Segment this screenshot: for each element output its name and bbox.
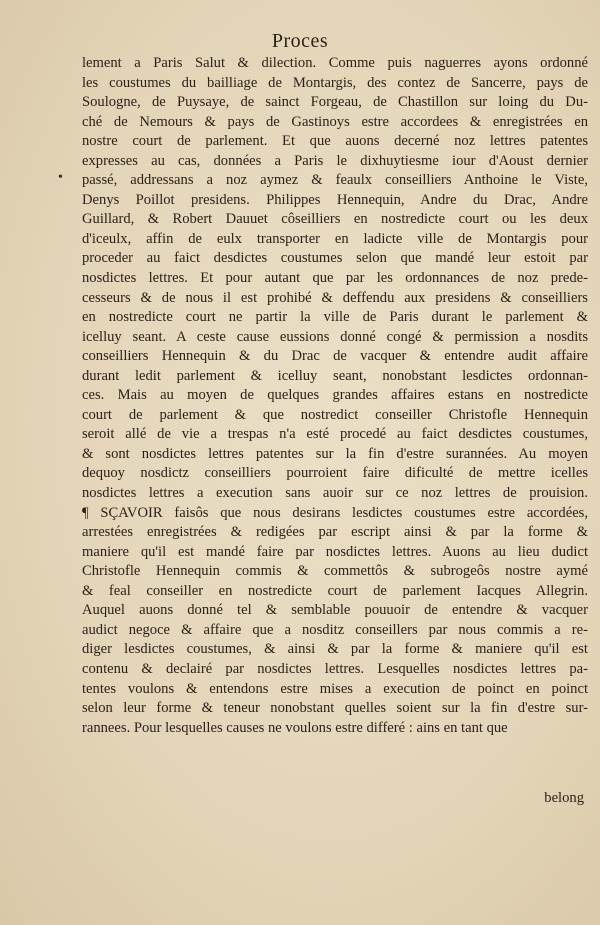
text-line: seroit allé de vie a trespas n'a esté procedé au faict desdictes coustumes,	[82, 426, 588, 443]
text-line: les coustumes du bailliage de Montargis, des contez de Sancerre, pays de	[82, 74, 588, 91]
text-line: Auquel auons donné tel & semblable pouuoir de entendre & vacquer	[82, 602, 588, 619]
text-line: conseilliers Hennequin & du Drac de vacquer & entendre audit affaire	[82, 348, 588, 365]
running-head: Proces	[271, 30, 329, 52]
text-line: diger lesdictes coustumes, & ainsi & par la forme & maniere qu'il est	[82, 641, 588, 658]
text-line: contenu & declairé par nosdictes lettres. Lesquelles nosdictes lettres pa-	[82, 660, 588, 677]
text-line: ché de Nemours & pays de Gastinoys estre accordees & enregistrées en	[82, 113, 588, 130]
margin-mark: •	[58, 170, 63, 185]
text-line: dequoy nosdictz conseilliers pourroient faire dificulté de mettre icelles	[82, 465, 588, 482]
catchword: belong	[544, 790, 584, 806]
text-line: & sont nosdictes lettres patentes sur la fin d'estre surannées. Au moyen	[82, 445, 588, 462]
text-line: maniere qu'il est mandé faire par nosdictes lettres. Auons au lieu dudict	[82, 543, 588, 560]
text-line: ¶ SÇAVOIR faisôs que nous desirans lesdictes coustumes estre accordées,	[82, 504, 588, 521]
text-line: Denys Poillot presidens. Philippes Hennequin, Andre du Drac, Andre	[82, 191, 588, 208]
text-line: nostre court de parlement. Et que auons decerné noz lettres patentes	[82, 133, 588, 150]
text-line: durant ledit parlement & icelluy seant, nonobstant lesdictes ordonnan-	[82, 367, 588, 384]
text-line: & feal conseiller en nostredicte court de parlement Iacques Allegrin.	[82, 582, 588, 599]
text-line: tentes voulons & entendons estre mises a execution de poinct en poinct	[82, 680, 588, 697]
body-text	[82, 54, 588, 738]
text-line: icelluy seant. A ceste cause eussions donné congé & permission a nosdits	[82, 328, 588, 345]
text-line: proceder au faict desdictes coustumes selon que mandé leur estoit par	[82, 250, 588, 267]
text-line: d'iceulx, affin de eulx transporter en ladicte ville de Montargis pour	[82, 230, 588, 247]
text-line: arrestées enregistrées & redigées par escript ainsi & par la forme &	[82, 524, 588, 541]
text-line: Christofle Hennequin commis & commettôs & subrogeôs nostre aymé	[82, 563, 588, 580]
text-line: en nostredicte court ne partir la ville de Paris durant le parlement &	[82, 309, 588, 326]
text-line: Guillard, & Robert Dauuet côseilliers en nostredicte court ou les deux	[82, 211, 588, 228]
text-line: ces. Mais au moyen de quelques grandes affaires estans en nostredicte	[82, 387, 588, 404]
text-line: selon leur forme & teneur nonobstant quelles soient sur la fin d'estre sur-	[82, 700, 588, 717]
text-line: nosdictes lettres. Et pour autant que par les ordonnances de noz prede-	[82, 270, 588, 287]
text-line: expresses au cas, données a Paris le dixhuytiesme iour d'Aoust dernier	[82, 152, 588, 169]
text-line: rannees. Pour lesquelles causes ne voulons estre differé : ains en tant que	[82, 719, 508, 736]
text-line: lement a Paris Salut & dilection. Comme puis naguerres ayons ordonné	[82, 55, 588, 71]
text-line: Soulogne, de Puysaye, de sainct Forgeau, de Chastillon sur loing du Du-	[82, 94, 588, 111]
text-line: audict negoce & affaire que a nosditz conseillers par nous commis a re-	[82, 621, 588, 638]
text-line: court de parlement & que nostredict conseiller Christofle Hennequin	[82, 406, 588, 423]
text-line: nosdictes lettres a execution sans auoir sur ce noz lettres de prouision.	[82, 485, 588, 502]
text-line: passé, addressans a noz aymez & feaulx conseilliers Anthoine le Viste,	[82, 172, 588, 189]
text-line: cesseurs & de nous il est prohibé & deffendu aux presidens & conseilliers	[82, 289, 588, 306]
